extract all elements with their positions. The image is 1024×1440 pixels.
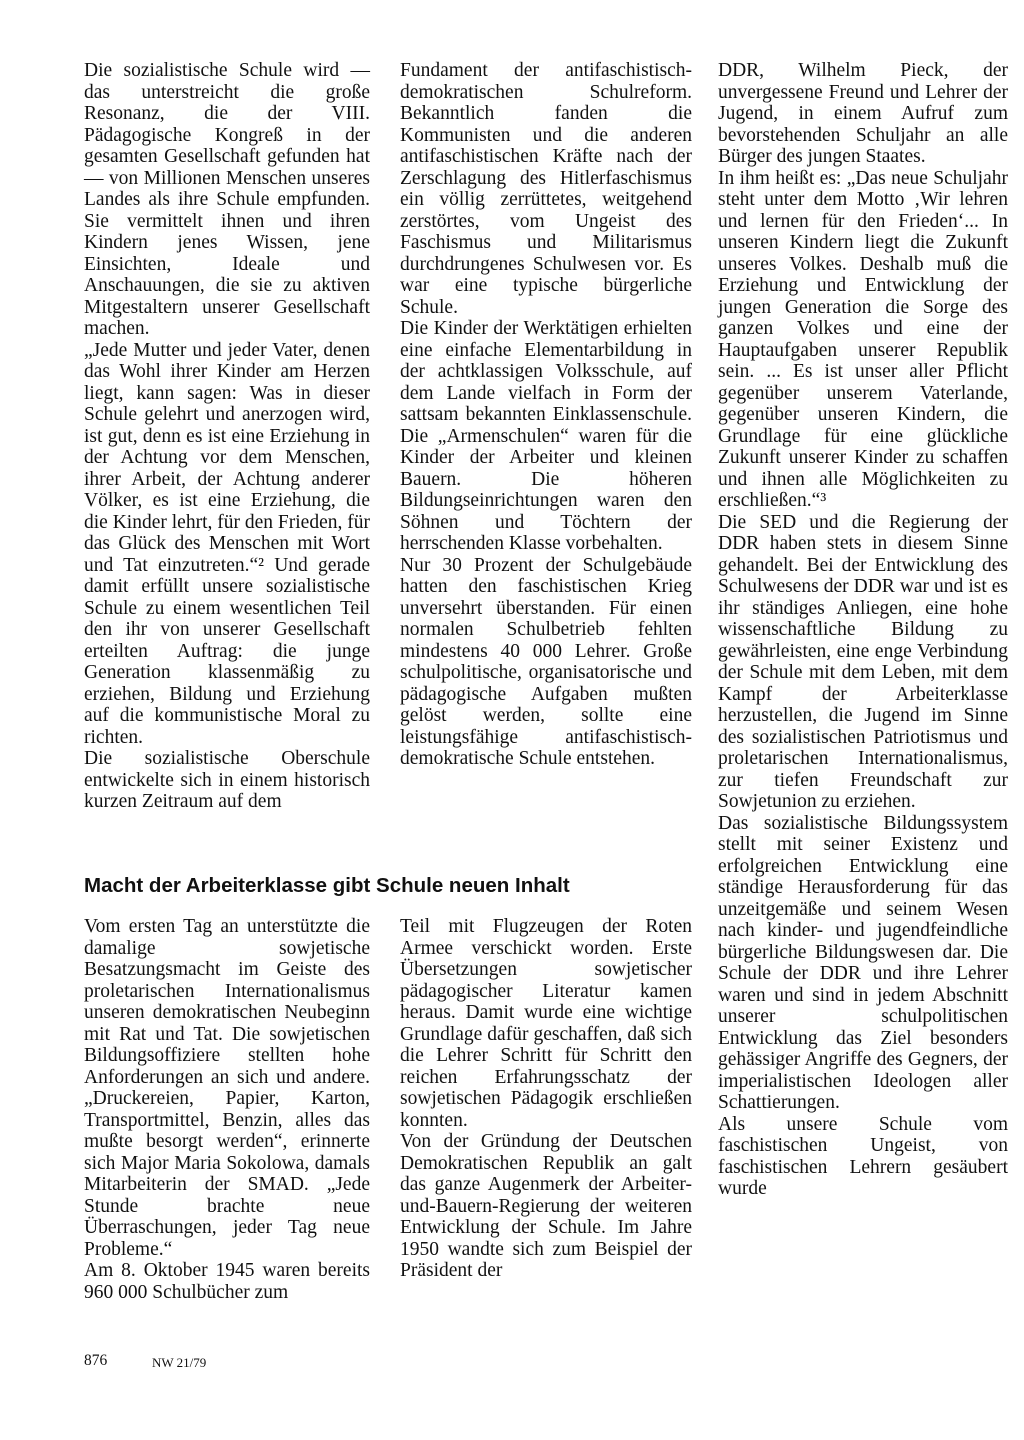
paragraph: Nur 30 Prozent der Schulgebäude hatten den faschistischen Krieg unversehrt überstanden. Für einen normalen Schulbetrieb fehlten mindestens 40 000 Lehrer. Große schulpolitische, organisatorische und pädagogische Aufgaben mußten gelöst werden, sollte eine leistungsfähige antifaschistisch-demokratische Schule entstehen.: [400, 554, 692, 769]
paragraph: Teil mit Flugzeugen der Roten Armee verschickt worden. Erste Übersetzungen sowjetischer pädagogischer Literatur kamen heraus. Damit wurde eine wichtige Grundlage dafür geschaffen, daß sich die Lehrer Schritt für Schritt den reichen Erfahrungsschatz der sowjetischen Pädagogik erschließen konnten.: [400, 916, 692, 1131]
paragraph: Am 8. Oktober 1945 waren bereits 960 000 Schulbücher zum: [84, 1260, 370, 1303]
page-number: 876: [84, 1352, 108, 1369]
paragraph: Vom ersten Tag an unterstützte die damalige sowjetische Besatzungsmacht im Geiste des proletarischen Internationalismus unseren demokratischen Neubeginn mit Rat und Tat. Die sowjetischen Bildungsoffiziere stellten hohe Anforderungen an sich und andere. „Druckereien, Papier, Karton, Transportmittel, Benzin, alles das mußte besorgt werden“, erinnerte sich Major Maria Sokolowa, damals Mitarbeiterin der SMAD. „Jede Stunde brachte neue Überraschungen, jeder Tag neue Probleme.“: [84, 916, 370, 1260]
paragraph: Die SED und die Regierung der DDR haben stets in diesem Sinne gehandelt. Bei der Entwicklung des Schulwesens der DDR war und ist es ihr ständiges Anliegen, eine hohe wissenschaftliche Bildung zu gewährleisten, eine enge Verbindung der Schule mit dem Leben, mit dem Kampf der Arbeiterklasse herzustellen, die Jugend im Sinne des sozialistischen Patriotismus und proletarischen Internationalismus, zur tiefen Freundschaft zur Sowjetunion zu erziehen.: [718, 511, 1008, 812]
paragraph: In ihm heißt es: „Das neue Schuljahr steht unter dem Motto ‚Wir lehren und lernen für den Frieden‘... In unseren Kindern liegt die Zukunft unseres Volkes. Deshalb muß die Erziehung und Entwicklung der jungen Generation die Sorge des ganzen Volkes und eine der Hauptaufgaben unserer Republik sein. ... Es ist unser aller Pflicht gegenüber unserem Vaterlande, gegenüber unseren Kindern, die Grundlage für eine glückliche Zukunft unserer Kinder zu schaffen und ihnen alle Möglichkeiten zu erschließen.“³: [718, 167, 1008, 511]
issue-label: NW 21/79: [152, 1355, 207, 1370]
column-1-bottom: [84, 916, 370, 1303]
paragraph: Fundament der antifaschistisch-demokratischen Schulreform. Bekanntlich fanden die Kommunisten und die anderen antifaschistischen Kräfte nach der Zerschlagung des Hitlerfaschismus ein völlig zerrüttetes, weitgehend zerstörtes, vom Ungeist des Faschismus und Militarismus durchdrungenes Schulwesen vor. Es war eine typische bürgerliche Schule.: [400, 60, 692, 318]
paragraph: Von der Gründung der Deutschen Demokratischen Republik an galt das ganze Augenmerk der Arbeiter-und-Bauern-Regierung der weiteren Entwicklung der Schule. Im Jahre 1950 wandte sich zum Beispiel der Präsident der: [400, 1131, 692, 1281]
paragraph: Das sozialistische Bildungssystem stellt mit seiner Existenz und erfolgreichen Entwicklung eine ständige Herausforderung für das unzeitgemäße und seinem Wesen nach kinder- und jugendfeindliche bürgerliche Bildungswesen dar. Die Schule der DDR und ihre Lehrer waren und sind in jedem Abschnitt unserer schulpolitischen Entwicklung das Ziel besonders gehässiger Angriffe des Gegners, der imperialistischen Ideologen aller Schattierungen.: [718, 812, 1008, 1113]
section-heading: Macht der Arbeiterklasse gibt Schule neuen Inhalt: [84, 874, 570, 897]
column-1-top: [84, 60, 370, 813]
paragraph: DDR, Wilhelm Pieck, der unvergessene Freund und Lehrer der Jugend, in einem Aufruf zum bevorstehenden Schuljahr an alle Bürger des jungen Staates.: [718, 60, 1008, 167]
column-2-top: [400, 60, 692, 770]
column-2-bottom: [400, 916, 692, 1282]
paragraph: Als unsere Schule vom faschistischen Ungeist, von faschistischen Lehrern gesäubert wurde: [718, 1113, 1008, 1199]
paragraph: „Jede Mutter und jeder Vater, denen das Wohl ihrer Kinder am Herzen liegt, kann sagen: Was in dieser Schule gelehrt und anerzogen wird, ist gut, denn es ist eine Erziehung in der Achtung vor dem Menschen, ihrer Arbeit, der Achtung anderer Völker, es ist eine Erziehung, die die Kinder lehrt, für den Frieden, für das Glück des Menschen mit Wort und Tat einzutreten.“² Und gerade damit erfüllt unsere sozialistische Schule zu einem wesentlichen Teil den ihr von unserer Gesellschaft erteilten Auftrag: die junge Generation klassenmäßig zu erziehen, Bildung und Erziehung auf die kommunistische Moral zu richten.: [84, 339, 370, 748]
paragraph: Die Kinder der Werktätigen erhielten eine einfache Elementarbildung in der achtklassigen Volksschule, auf dem Lande vielfach in Form der sattsam bekannten Einklassenschule. Die „Armenschulen“ waren für die Kinder der Arbeiter und kleinen Bauern. Die höheren Bildungseinrichtungen waren den Söhnen und Töchtern der herrschenden Klasse vorbehalten.: [400, 318, 692, 554]
column-3: [718, 60, 1008, 1200]
paragraph: Die sozialistische Schule wird — das unterstreicht die große Resonanz, die der VIII. Pädagogische Kongreß in der gesamten Gesellschaft gefunden hat — von Millionen Menschen unseres Landes als ihre Schule empfunden. Sie vermittelt ihnen und ihren Kindern jenes Wissen, jene Einsichten, Ideale und Anschauungen, die sie zu aktiven Mitgestaltern unserer Gesellschaft machen.: [84, 60, 370, 339]
paragraph: Die sozialistische Oberschule entwickelte sich in einem historisch kurzen Zeitraum auf dem: [84, 748, 370, 812]
